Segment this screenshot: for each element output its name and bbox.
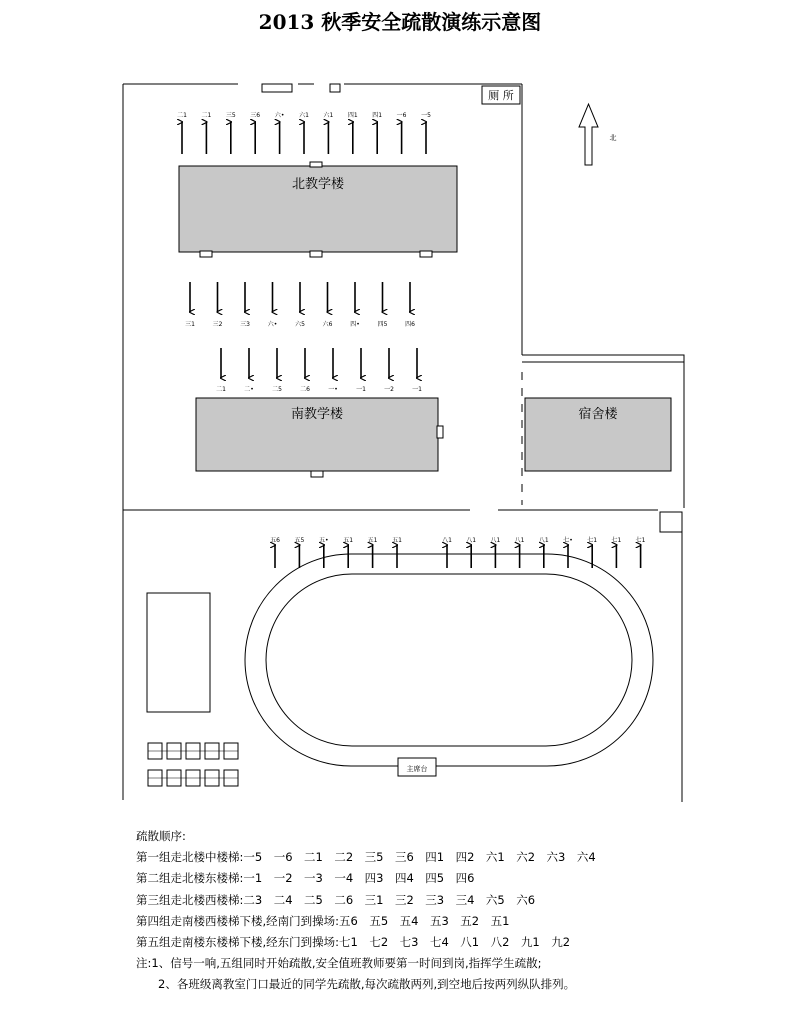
arrow-label: 二• [244, 386, 254, 393]
south-building-door [437, 426, 443, 438]
north-small-gate [330, 84, 340, 92]
arrow-label: 四• [350, 321, 360, 328]
notes-line: 第一组走北楼中楼梯:一5 一6 二1 二2 三5 三6 四1 四2 六1 六2 六3 六4 [136, 850, 596, 865]
notes-line: 2、各班级离教室门口最近的同学先疏散,每次疏散两列,到空地后按两列纵队排列。 [158, 977, 576, 992]
arrow-label: 四1 [347, 112, 358, 119]
svg-text:北: 北 [609, 134, 617, 142]
arrow-label: 八1 [466, 537, 477, 544]
arrow-label: 六5 [295, 321, 305, 328]
arrow-label: 八1 [490, 537, 501, 544]
arrow-label: 一1 [412, 386, 422, 393]
north-arrow-icon [579, 104, 617, 165]
notes-line: 第二组走北楼东楼梯:一1 一2 一3 一4 四3 四4 四5 四6 [136, 871, 475, 886]
arrow-label: 六• [274, 112, 285, 119]
arrow-label: 二1 [216, 386, 226, 393]
sports-field [147, 593, 210, 712]
arrow-label: 八1 [514, 537, 525, 544]
arrow-label: 六6 [322, 321, 333, 328]
arrow-label: 七• [563, 537, 573, 544]
south-building-label: 南教学楼 [290, 407, 344, 422]
arrow-label: 六1 [323, 112, 334, 119]
notes-heading: 疏散顺序: [136, 829, 186, 843]
arrow-label: 五1 [343, 537, 354, 544]
arrow-label: 三2 [212, 321, 223, 328]
arrow-label: 五1 [367, 537, 378, 544]
arrow-label: 三1 [185, 321, 195, 328]
arrow-label: 二1 [177, 112, 187, 119]
arrow-label: 八1 [442, 537, 452, 544]
arrow-label: 六1 [299, 112, 309, 119]
arrow-label: 二5 [272, 386, 282, 393]
arrow-label: 四6 [405, 321, 415, 328]
arrow-label: 五1 [392, 537, 402, 544]
north-building-label: 北教学楼 [291, 177, 345, 192]
notes-line: 第三组走北楼西楼梯:二3 二4 二5 二6 三1 三2 三3 三4 六5 六6 [136, 892, 536, 907]
arrow-label: 四5 [377, 321, 388, 328]
arrow-label: 一6 [396, 112, 407, 119]
arrow-label: 七1 [611, 537, 622, 544]
arrow-label: 一• [328, 386, 338, 393]
equipment-grid [148, 743, 238, 786]
arrow-label: 八1 [538, 537, 549, 544]
arrow-label: 二6 [300, 386, 310, 393]
north-building-door [310, 162, 322, 167]
arrow-label: 七1 [635, 537, 646, 544]
track-inner [266, 574, 632, 746]
notes-line: 注:1、信号一响,五组同时开始疏散,安全值班教师要第一时间到岗,指挥学生疏散; [136, 956, 542, 971]
arrow-label: 一1 [356, 386, 366, 393]
arrow-label: 四1 [372, 112, 383, 119]
arrow-label: 六• [267, 321, 278, 328]
north-building-door [200, 251, 212, 257]
arrow-label: 五• [319, 537, 329, 544]
east-gate-box [660, 512, 682, 532]
page-title: 2013 秋季安全疏散演练示意图 [258, 10, 542, 34]
arrow-label: 二1 [201, 112, 212, 119]
north-building-door [420, 251, 432, 257]
arrow-label: 一5 [421, 112, 431, 119]
arrow-label: 三3 [240, 321, 250, 328]
arrow-label: 五6 [270, 537, 280, 544]
arrow-label: 七1 [587, 537, 598, 544]
evacuation-notes [136, 826, 596, 996]
south-building-door [311, 471, 323, 477]
north-gate [262, 84, 292, 92]
north-building-door [310, 251, 322, 257]
stage-label: 主席台 [406, 765, 428, 773]
notes-line: 第四组走南楼西楼梯下楼,经南门到操场:五6 五5 五4 五3 五2 五1 [136, 913, 510, 928]
arrow-label: 三5 [225, 112, 236, 119]
arrow-label: 一2 [384, 386, 394, 393]
dormitory-label: 宿舍楼 [578, 407, 618, 422]
toilet-label: 厕 所 [488, 89, 514, 102]
arrow-label: 三6 [250, 112, 261, 119]
arrow-label: 五5 [294, 537, 305, 544]
notes-line: 第五组走南楼东楼梯下楼,经东门到操场:七1 七2 七3 七4 八1 八2 九1 九2 [136, 934, 571, 949]
